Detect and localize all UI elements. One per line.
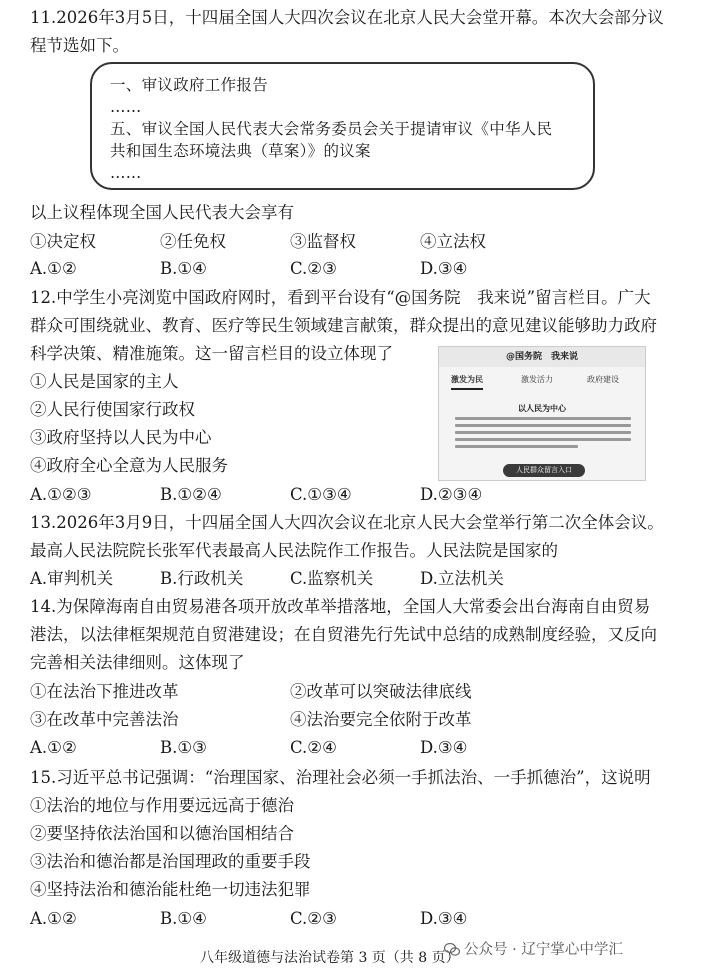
q14-choice-c[interactable]: C.②④ (290, 738, 337, 757)
q12-item-4: ④政府全心全意为人民服务 (30, 456, 228, 475)
q15-choice-d[interactable]: D.③④ (420, 909, 468, 928)
q15-item-4: ④坚持法治和德治能杜绝一切违法犯罪 (30, 880, 311, 899)
q11-choice-d[interactable]: D.③④ (420, 259, 468, 278)
watermark-text: 公众号 · 辽宁掌心中学汇 (464, 942, 623, 958)
q12-choice-a[interactable]: A.①②③ (30, 485, 92, 504)
website-screenshot (438, 346, 646, 481)
q15-choice-c[interactable]: C.②③ (290, 909, 337, 928)
agenda-box (90, 62, 595, 190)
agenda-line3: 五、审议全国人民代表大会常务委员会关于提请审议《中华人民 (110, 120, 553, 138)
screenshot-entry-button: 人民群众留言入口 (503, 464, 585, 477)
screenshot-title: 以人民为中心 (518, 404, 566, 413)
q14-line2: 港法，以法律框架规范自贸港建设；在自贸港先行先试中总结的成熟制度经验，又反向 (30, 625, 657, 644)
q15-line1: 15.习近平总书记强调：“治理国家、治理社会必须一手抓法治、一手抓德治”，这说明 (30, 768, 651, 787)
q13-choice-d[interactable]: D.立法机关 (420, 569, 504, 588)
q13-line2: 最高人民法院院长张军代表最高人民法院作工作报告。人民法院是国家的 (30, 541, 558, 560)
q14-item-1: ①在法治下推进改革 (30, 682, 179, 701)
q12-item-3: ③政府坚持以人民为中心 (30, 428, 212, 447)
q15-item-3: ③法治和德治都是治国理政的重要手段 (30, 852, 311, 871)
q15-item-2: ②要坚持依法治国和以德治国相结合 (30, 824, 294, 843)
screenshot-tab-3: 政府建设 (587, 375, 619, 384)
q14-choice-b[interactable]: B.①③ (160, 738, 207, 757)
q11-item-3: ③监督权 (290, 232, 356, 251)
q11-choice-c[interactable]: C.②③ (290, 259, 337, 278)
q11-item-4: ④立法权 (420, 232, 486, 251)
q12-choice-d[interactable]: D.②③④ (420, 485, 483, 504)
q12-item-1: ①人民是国家的主人 (30, 372, 179, 391)
watermark (444, 938, 623, 959)
q11-choice-a[interactable]: A.①② (30, 259, 77, 278)
q12-choice-c[interactable]: C.①③④ (290, 485, 352, 504)
q11-stem: 以上议程体现全国人民代表大会享有 (30, 203, 294, 222)
q11-choice-b[interactable]: B.①④ (160, 259, 207, 278)
q13-choice-a[interactable]: A.审判机关 (30, 569, 114, 588)
screenshot-text-lines (455, 417, 631, 452)
q12-item-2: ②人民行使国家行政权 (30, 400, 195, 419)
q12-line3: 科学决策、精准施策。这一留言栏目的设立体现了 (30, 344, 393, 363)
q12-line2: 群众可围绕就业、教育、医疗等民生领域建言献策，群众提出的意见建议能够助力政府 (30, 316, 657, 335)
q15-choice-b[interactable]: B.①④ (160, 909, 207, 928)
q14-item-3: ③在改革中完善法治 (30, 710, 179, 729)
q14-item-4: ④法治要完全依附于改革 (290, 710, 472, 729)
page-footer: 八年级道德与法治试卷第 3 页（共 8 页） (200, 950, 460, 966)
agenda-line4: 共和国生态环境法典（草案）》的议案 (110, 142, 371, 160)
agenda-line2: …… (110, 98, 142, 116)
q13-choice-b[interactable]: B.行政机关 (160, 569, 244, 588)
q14-choice-a[interactable]: A.①② (30, 738, 77, 757)
q14-choice-d[interactable]: D.③④ (420, 738, 468, 757)
q14-line1: 14.为保障海南自由贸易港各项开放改革举措落地，全国人大常委会出台海南自由贸易 (30, 597, 651, 616)
q13-line1: 13.2026年3月9日，十四届全国人大四次会议在北京人民大会堂举行第二次全体会议。 (30, 513, 664, 532)
q15-choice-a[interactable]: A.①② (30, 909, 77, 928)
q11-line1: 11.2026年3月5日，十四届全国人大四次会议在北京人民大会堂开幕。本次大会部分议 (30, 8, 664, 27)
q11-item-1: ①决定权 (30, 232, 96, 251)
q12-choice-b[interactable]: B.①②④ (160, 485, 222, 504)
q13-choice-c[interactable]: C.监察机关 (290, 569, 374, 588)
q14-line3: 完善相关法律细则。这体现了 (30, 653, 245, 672)
screenshot-tab-2: 激发活力 (521, 375, 553, 384)
q11-item-2: ②任免权 (160, 232, 226, 251)
screenshot-tab-1: 激发为民 (451, 372, 483, 390)
wechat-icon (444, 943, 460, 956)
screenshot-header: @国务院 我来说 (439, 347, 645, 367)
agenda-line1: 一、审议政府工作报告 (110, 76, 269, 94)
q15-item-1: ①法治的地位与作用要远远高于德治 (30, 796, 294, 815)
screenshot-tabs (445, 372, 639, 388)
q12-line1: 12.中学生小亮浏览中国政府网时，看到平台设有“@国务院 我来说”留言栏目。广大 (30, 288, 651, 307)
agenda-line5: …… (110, 164, 142, 182)
q11-line2: 程节选如下。 (30, 36, 129, 55)
q14-item-2: ②改革可以突破法律底线 (290, 682, 472, 701)
